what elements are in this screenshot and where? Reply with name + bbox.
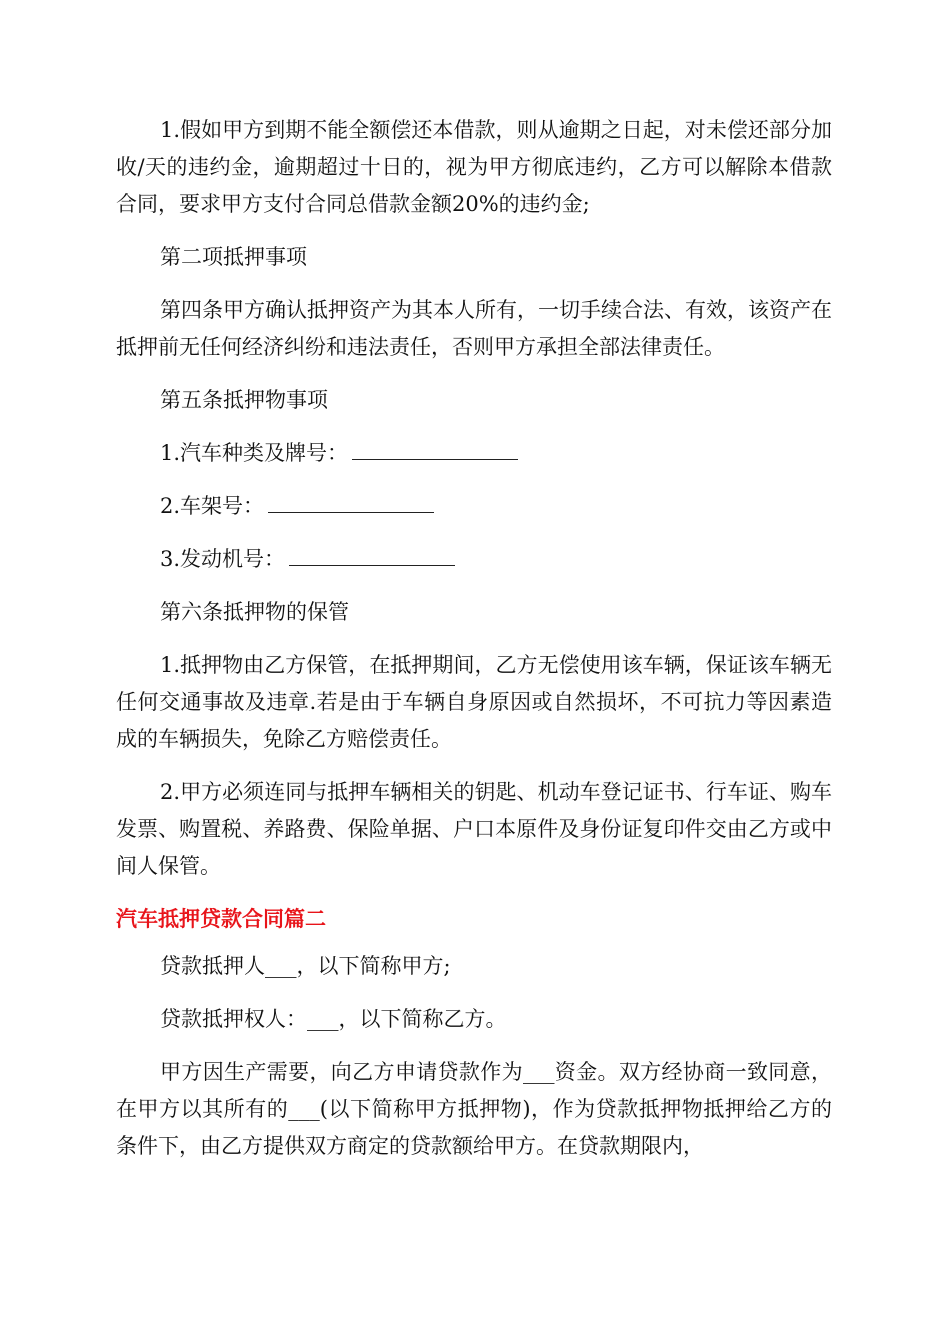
- blank-line: [289, 547, 455, 566]
- paragraph-section-two-title: 第二项抵押事项: [160, 245, 307, 269]
- blank-line: [268, 494, 434, 513]
- blank-line: [352, 441, 518, 460]
- paragraph-custody-two: 2.甲方必须连同与抵押车辆相关的钥匙、机动车登记证书、行车证、购车发票、购置税、养路费、保险单据、户口本原件及身份证复印件交由乙方或中间人保管。: [116, 780, 832, 878]
- section-heading: 汽车抵押贷款合同篇二: [116, 907, 326, 931]
- paragraph-custody-one: 1.抵押物由乙方保管，在抵押期间，乙方无偿使用该车辆，保证该车辆无任何交通事故及违章.若是由于车辆自身原因或自然损坏，不可抗力等因素造成的车辆损失，免除乙方赔偿责任。: [116, 653, 832, 751]
- field-label: 1.汽车种类及牌号：: [160, 441, 349, 465]
- paragraph-article-six-title: 第六条抵押物的保管: [160, 600, 349, 624]
- document-page: [116, 112, 832, 1165]
- paragraph-mortgagee: 贷款抵押权人：___，以下简称乙方。: [160, 1007, 507, 1031]
- field-label: 3.发动机号：: [160, 547, 286, 571]
- field-vehicle-type-plate: [116, 435, 832, 472]
- field-engine-number: [116, 541, 832, 578]
- paragraph-article-four: 第四条甲方确认抵押资产为其本人所有，一切手续合法、有效，该资产在抵押前无任何经济纠纷和违法责任，否则甲方承担全部法律责任。: [116, 298, 832, 359]
- field-frame-number: [116, 488, 832, 525]
- paragraph-article-five-title: 第五条抵押物事项: [160, 388, 328, 412]
- paragraph-penalty-clause: 1.假如甲方到期不能全额偿还本借款，则从逾期之日起，对未偿还部分加收/天的违约金，逾期超过十日的，视为甲方彻底违约，乙方可以解除本借款合同，要求甲方支付合同总借款金额20%的违约金;: [116, 118, 832, 216]
- paragraph-mortgagor: 贷款抵押人___，以下简称甲方;: [160, 954, 451, 978]
- field-label: 2.车架号：: [160, 494, 265, 518]
- paragraph-loan-purpose: 甲方因生产需要，向乙方申请贷款作为___资金。双方经协商一致同意，在甲方以其所有的___(以下简称甲方抵押物)，作为贷款抵押物抵押给乙方的条件下，由乙方提供双方商定的贷款额给甲方。在贷款期限内，: [116, 1060, 832, 1158]
